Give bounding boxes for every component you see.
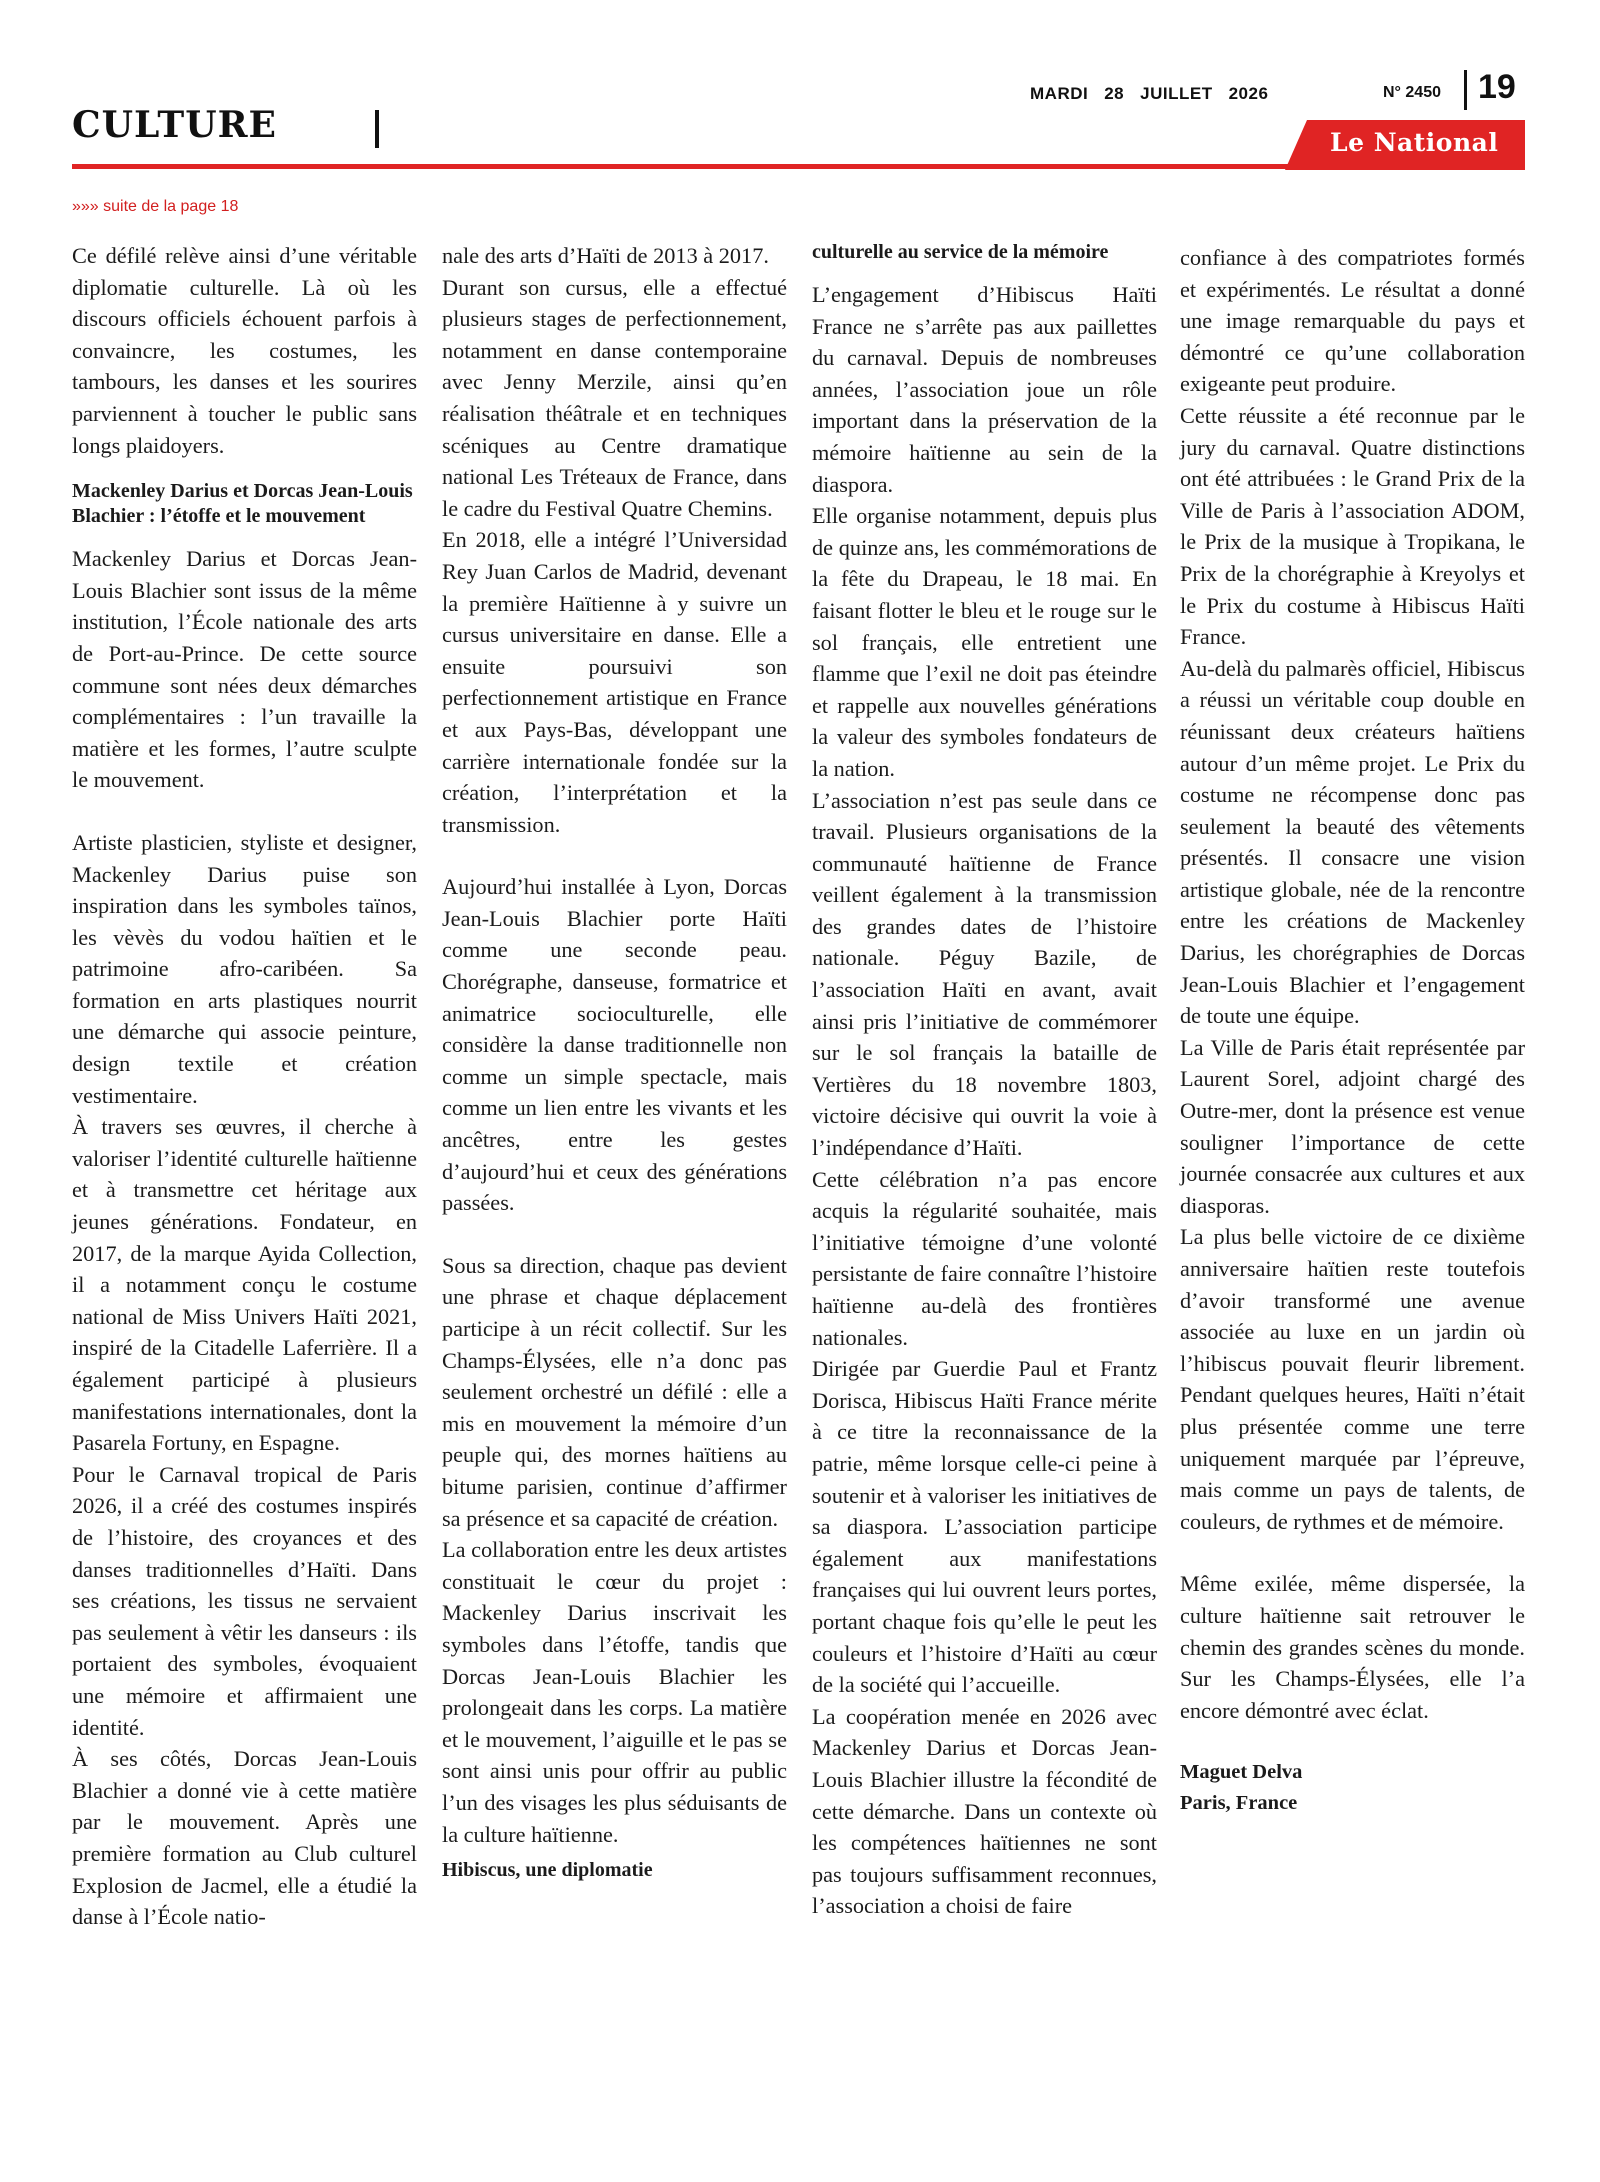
header-rule [72,164,1525,169]
paragraph: Cette célébration n’a pas encore acquis la régularité souhaitée, mais l’initiative témoigne d’une volonté persistante de faire connaître l’histoire haïtienne au-delà des frontières nationales. [812,1166,1157,1350]
paragraph: Même exilée, même dispersée, la culture haïtienne sait retrouver le chemin des grandes scènes du monde. Sur les Champs-Élysées, elle l’a encore démontré avec éclat. [1180,1571,1525,1723]
paragraph: La plus belle victoire de ce dixième anniversaire haïtien reste toutefois d’avoir transformé une avenue associée au luxe en un jardin où l’hibiscus pouvait fleurir librement. Pendant quelques heures, Haïti n’était plus présentée comme une terre uniquement marquée par l’épreuve, mais comme un pays de talents, de couleurs, de rythmes et de mémoire. [1180,1224,1525,1534]
subheading: culturelle au service de la mémoire [812,241,1109,263]
title-divider [375,110,379,148]
paragraph: Aujourd’hui installée à Lyon, Dorcas Jean-Louis Blachier porte Haïti comme une seconde peau. Chorégraphe, danseuse, formatrice et animatrice socioculturelle, elle considère la danse traditionnelle non comme un simple spectacle, mais comme un lien entre les vivants et les ancêtres, entre les gestes d’aujourd’hui et ceux des générations passées. [442,874,787,1216]
continued-from-link[interactable]: »»» suite de la page 18 [72,198,239,215]
paragraph: Durant son cursus, elle a effectué plusieurs stages de perfectionnement, notamment en danse contemporaine avec Jenny Merzile, ainsi qu’en réalisation théâtrale et en techniques scéniques au Centre dramatique national Les Tréteaux de France, dans le cadre du Festival Quatre Chemins. [442,274,787,521]
paragraph: L’engagement d’Hibiscus Haïti France ne s’arrête pas aux paillettes du carnaval. Depuis de nombreuses années, l’association joue un rôle important dans la préservation de la mémoire haïtienne au sein de la diaspora. [812,282,1157,497]
brand-name: Le National [1330,128,1499,157]
date-month: JUILLET [1140,84,1213,103]
paragraph: confiance à des compatriotes formés et expérimentés. Le résultat a donné une image remarquable du pays et démontré ce qu’une collaboration exigeante peut produire. [1180,245,1525,397]
byline [1180,1757,1525,1819]
paragraph: À travers ses œuvres, il cherche à valoriser l’identité culturelle haïtienne et à transmettre cet héritage aux jeunes générations. Fondateur, en 2017, de la marque Ayida Collection, il a notamment conçu le costume national de Miss Univers Haïti 2021, inspiré de la Citadelle Laferrière. Il a également participé à plusieurs manifestations internationales, dont la Pasarela Fortuny, en Espagne. [72,1114,417,1456]
author-name: Maguet Delva [1180,1761,1303,1784]
article-column-3 [812,240,1157,1922]
paragraph: Cette réussite a été reconnue par le jury du carnaval. Quatre distinctions ont été attribuées : le Grand Prix de la Ville de Paris à l’association ADOM, le Prix de la musique à Tropikana, le Prix de la chorégraphie à Kreyolys et le Prix du costume à Hibiscus Haïti France. [1180,402,1525,650]
paragraph: Pour le Carnaval tropical de Paris 2026, il a créé des costumes inspirés de l’histoire, des croyances et des danses traditionnelles d’Haïti. Dans ses créations, les tissus ne servaient pas seulement à vêtir les danseurs : ils portaient des symboles, évoquaient une mémoire et affirmaient une identité. [72,1461,417,1740]
paragraph: La coopération menée en 2026 avec Mackenley Darius et Dorcas Jean-Louis Blachier illustre la fécondité de cette démarche. Dans un contexte où les compétences haïtiennes ne sont pas toujours suffisamment reconnues, l’association a choisi de faire [812,1703,1157,1919]
paragraph: Mackenley Darius et Dorcas Jean-Louis Blachier sont issus de la même institution, l’École nationale des arts de Port-au-Prince. De cette source commune sont nées deux démarches complémentaires : l’un travaille la matière et les formes, l’autre sculpte le mouvement. [72,546,417,793]
issue-date [1030,84,1284,104]
article-column-2 [442,240,787,1883]
paragraph: Elle organise notamment, depuis plus de quinze ans, les commémorations de la fête du Drapeau, le 18 mai. En faisant flotter le bleu et le rouge sur le sol français, elle entretient une flamme que l’exil ne doit pas éteindre et rappelle aux nouvelles générations la valeur des symboles fondateurs de la nation. [812,503,1157,781]
paragraph: Artiste plasticien, styliste et designer, Mackenley Darius puise son inspiration dans les symboles taïnos, les vèvès du vodou haïtien et le patrimoine afro-caribéen. Sa formation en arts plastiques nourrit une démarche qui associe peinture, design textile et création vestimentaire. [72,829,417,1108]
author-location: Paris, France [1180,1792,1298,1815]
paragraph: En 2018, elle a intégré l’Universidad Rey Juan Carlos de Madrid, devenant la première Haïtienne à y suivre un cursus universitaire en danse. Elle a ensuite poursuivi son perfectionnement artistique en France et aux Pays-Bas, développant une carrière internationale fondée sur la création, l’interprétation et la transmission. [442,527,787,837]
paragraph: La Ville de Paris était représentée par Laurent Sorel, adjoint chargé des Outre-mer, dont la présence est venue souligner l’importance de cette journée consacrée aux cultures et aux diasporas. [1180,1034,1525,1218]
paragraph: Dirigée par Guerdie Paul et Frantz Dorisca, Hibiscus Haïti France mérite à ce titre la reconnaissance de la patrie, même lorsque celle-ci peine à soutenir et à valoriser les initiatives de sa diaspora. L’association participe également aux manifestations françaises qui lui ouvrent leurs portes, portant chaque fois qu’elle le peut les couleurs et l’histoire d’Haïti au cœur de la société qui l’accueille. [812,1356,1157,1698]
issue-number: N° 2450 [1383,84,1441,101]
article-column-4 [1180,242,1525,1819]
subheading: Mackenley Darius et Dorcas Jean-Louis Blachier : l’étoffe et le mouvement [72,480,413,528]
paragraph: La collaboration entre les deux artistes constituait le cœur du projet : Mackenley Darius inscrivait les symboles dans l’étoffe, tandis que Dorcas Jean-Louis Blachier les prolongeait dans les corps. La matière et le mouvement, l’aiguille et le pas se sont ainsi unis pour offrir au public l’un des visages les plus séduisants de la culture haïtienne. [442,1537,787,1847]
paragraph: Ce défilé relève ainsi d’une véritable diplomatie culturelle. Là où les discours officiels échouent parfois à convaincre, les costumes, les tambours, les danses et les sourires parviennent à toucher le public sans longs plaidoyers. [72,243,417,458]
page-number: 19 [1478,68,1516,106]
date-year: 2026 [1228,84,1269,103]
date-number: 28 [1104,84,1125,103]
paragraph: L’association n’est pas seule dans ce travail. Plusieurs organisations de la communauté haïtienne de France veillent également à la transmission des grandes dates de l’histoire nationale. Péguy Bazile, de l’association Haïti en avant, avait ainsi pris l’initiative de commémorer sur le sol français la bataille de Vertières du 18 novembre 1803, victoire décisive qui ouvrit la voie à l’indépendance d’Haïti. [812,787,1157,1161]
section-title: CULTURE [72,104,277,146]
article-column-1 [72,240,417,1933]
page-number-divider [1464,70,1467,110]
paragraph: Sous sa direction, chaque pas devient une phrase et chaque déplacement participe à un récit collectif. Sur les Champs-Élysées, elle n’a donc pas seulement orchestré un défilé : elle a mis en mouvement la mémoire d’un peuple qui, des mornes haïtiens au bitume parisien, continue d’affirmer sa présence et sa capacité de création. [442,1252,787,1531]
paragraph: À ses côtés, Dorcas Jean-Louis Blachier a donné vie à cette matière par le mouvement. Après une première formation au Club culturel Explosion de Jacmel, elle a étudié la danse à l’École natio- [72,1746,417,1930]
date-day: MARDI [1030,84,1089,103]
paragraph: Au-delà du palmarès officiel, Hibiscus a réussi un véritable coup double en réunissant deux créateurs haïtiens autour d’un même projet. Le Prix du costume ne récompense donc pas seulement la beauté des vêtements présentés. Il consacre une vision artistique globale, née de la rencontre entre les créations de Mackenley Darius, les chorégraphies de Dorcas Jean-Louis Blachier et l’engagement de toute une équipe. [1180,655,1525,1029]
paragraph: nale des arts d’Haïti de 2013 à 2017. [442,243,769,268]
subheading: Hibiscus, une diplomatie [442,1859,653,1882]
